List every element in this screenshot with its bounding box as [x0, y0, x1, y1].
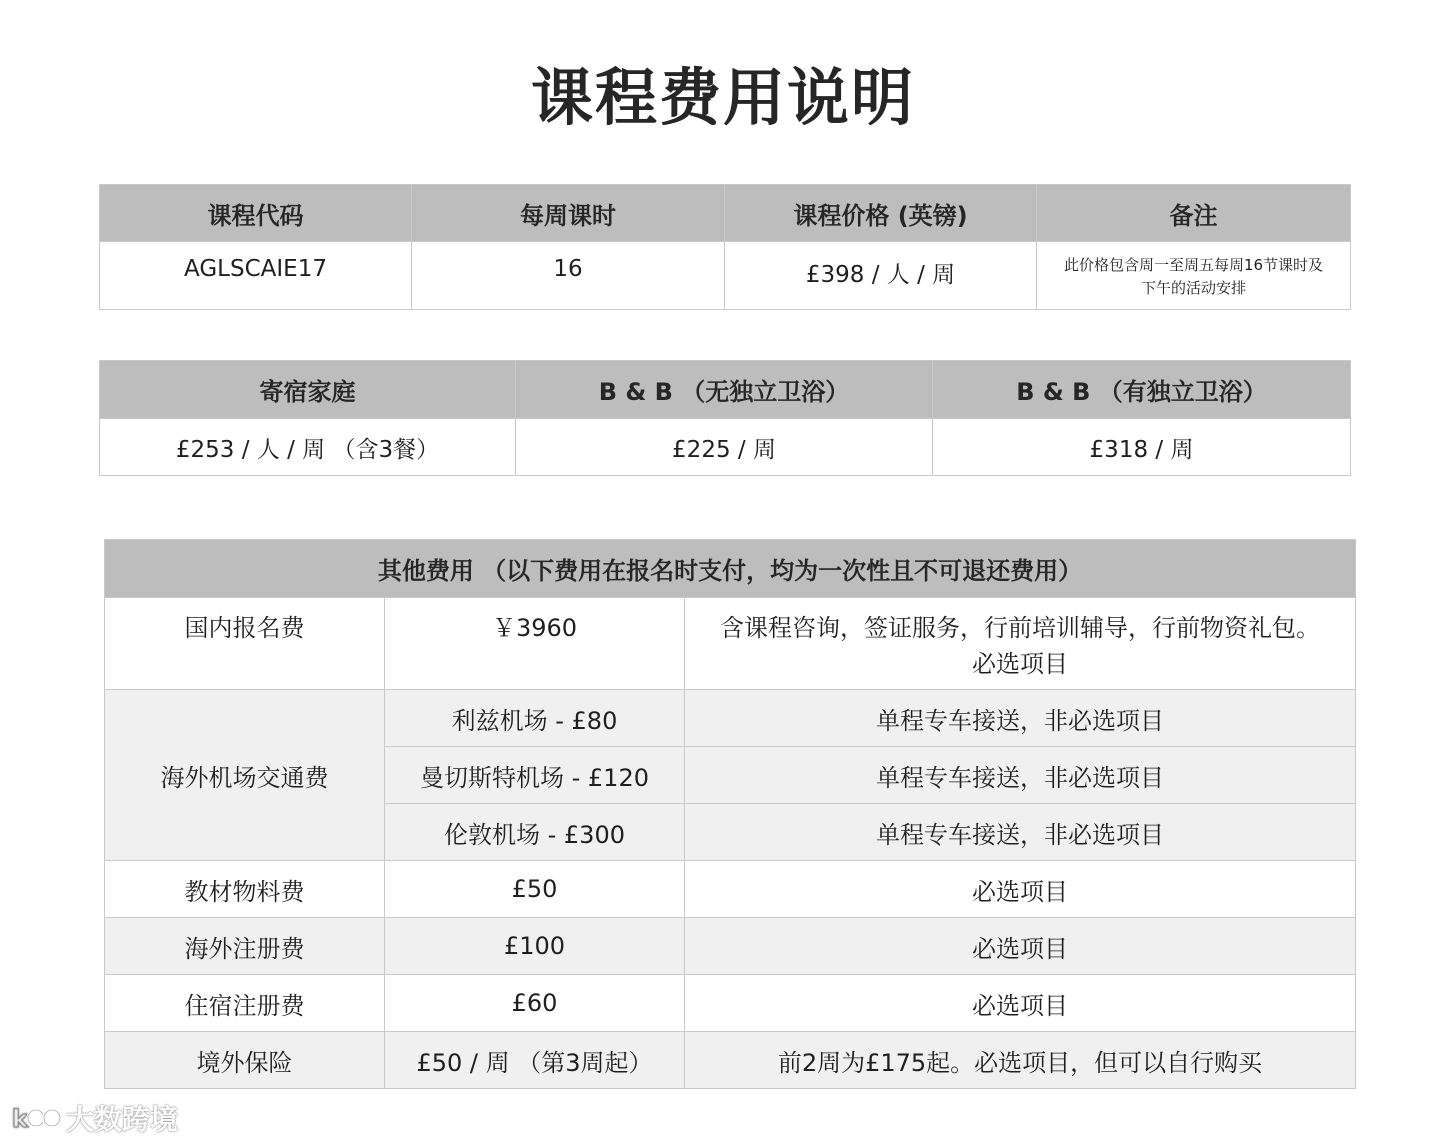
- course-price: £398 / 人 / 周: [725, 242, 1037, 310]
- bnb-private-price: £318 / 周: [933, 419, 1351, 476]
- header-homestay: 寄宿家庭: [100, 361, 516, 419]
- fee-amount: 利兹机场 - £80: [385, 690, 685, 747]
- fee-note-line2: 必选项目: [972, 650, 1069, 678]
- fee-name: 境外保险: [105, 1032, 385, 1089]
- svg-text:k: k: [12, 1105, 28, 1133]
- bnb-shared-price: £225 / 周: [516, 419, 933, 476]
- header-course-price: 课程价格 (英镑): [725, 185, 1037, 242]
- table-header-row: [100, 361, 1351, 419]
- watermark: [10, 1098, 178, 1138]
- fee-note: 单程专车接送，非必选项目: [685, 804, 1356, 861]
- table-row: [105, 598, 1356, 690]
- fee-note: [685, 598, 1356, 690]
- fee-note: 必选项目: [685, 861, 1356, 918]
- fee-amount: £50 / 周 （第3周起）: [385, 1032, 685, 1089]
- header-course-code: 课程代码: [100, 185, 412, 242]
- fee-amount: ￥3960: [385, 598, 685, 690]
- table-row: [105, 861, 1356, 918]
- fee-note-line1: 含课程咨询，签证服务，行前培训辅导，行前物资礼包。: [720, 614, 1321, 642]
- fee-name: 国内报名费: [105, 598, 385, 690]
- table-row: [105, 690, 1356, 747]
- header-bnb-shared: B & B （无独立卫浴）: [516, 361, 933, 419]
- accommodation-table: [99, 360, 1351, 476]
- header-other-fees: 其他费用 （以下费用在报名时支付，均为一次性且不可退还费用）: [105, 540, 1356, 598]
- header-note: 备注: [1037, 185, 1351, 242]
- watermark-text: 大数跨境: [66, 1103, 179, 1136]
- page-title: 课程费用说明: [530, 61, 915, 134]
- table-row: [100, 419, 1351, 476]
- fee-amount: £60: [385, 975, 685, 1032]
- fee-note: 必选项目: [685, 918, 1356, 975]
- fee-name: 住宿注册费: [105, 975, 385, 1032]
- table-row: [105, 918, 1356, 975]
- fee-amount: 伦敦机场 - £300: [385, 804, 685, 861]
- fee-amount: £100: [385, 918, 685, 975]
- fee-name: 教材物料费: [105, 861, 385, 918]
- course-note-line1: 此价格包含周一至周五每周16节课时及: [1063, 256, 1324, 274]
- table-header-row: [100, 185, 1351, 242]
- fee-name: 海外注册费: [105, 918, 385, 975]
- fee-note: 单程专车接送，非必选项目: [685, 747, 1356, 804]
- table-row: [105, 1032, 1356, 1089]
- course-code: AGLSCAIE17: [100, 242, 412, 310]
- fee-note: 单程专车接送，非必选项目: [685, 690, 1356, 747]
- fee-note: 必选项目: [685, 975, 1356, 1032]
- header-weekly-hours: 每周课时: [412, 185, 725, 242]
- homestay-price: £253 / 人 / 周 （含3餐）: [100, 419, 516, 476]
- table-row: [105, 975, 1356, 1032]
- fee-name: 海外机场交通费: [105, 690, 385, 861]
- fee-note: 前2周为£175起。必选项目，但可以自行购买: [685, 1032, 1356, 1089]
- other-fees-table: [104, 539, 1356, 1089]
- course-table: [99, 184, 1351, 310]
- logo-icon: [10, 1103, 62, 1133]
- table-row: [100, 242, 1351, 310]
- fee-amount: 曼切斯特机场 - £120: [385, 747, 685, 804]
- fee-amount: £50: [385, 861, 685, 918]
- course-note-line2: 下午的活动安排: [1140, 279, 1246, 297]
- weekly-hours: 16: [412, 242, 725, 310]
- table-header-row: [105, 540, 1356, 598]
- course-note: [1037, 242, 1351, 310]
- header-bnb-private: B & B （有独立卫浴）: [933, 361, 1351, 419]
